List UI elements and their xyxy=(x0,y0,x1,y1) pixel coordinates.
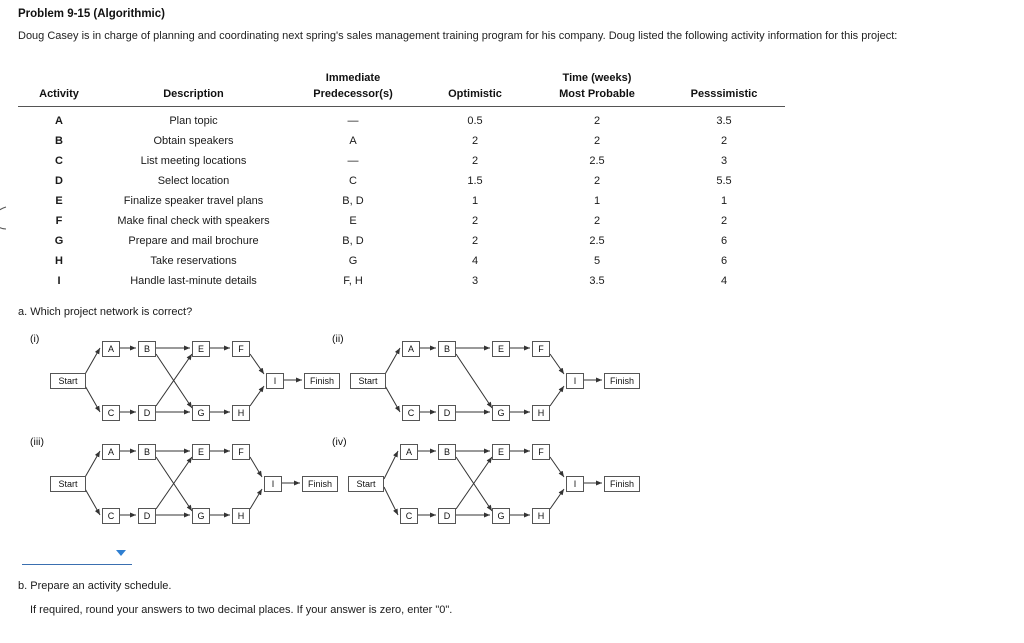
cell-most-probable: 2 xyxy=(593,115,601,127)
node-a: A xyxy=(102,341,120,357)
cell-pessimistic: 5.5 xyxy=(716,175,732,187)
table-row xyxy=(18,107,785,132)
th-group-time: Time (weeks) xyxy=(562,72,632,84)
table-row xyxy=(18,271,785,291)
network-edges-iv xyxy=(340,433,640,538)
node-a: A xyxy=(102,444,120,460)
cell-optimistic: 4 xyxy=(471,255,479,267)
node-g: G xyxy=(192,508,210,524)
cell-description: Handle last-minute details xyxy=(130,275,257,287)
node-e: E xyxy=(192,444,210,460)
node-b: B xyxy=(438,444,456,460)
cell-activity: F xyxy=(55,215,63,227)
node-start: Start xyxy=(50,476,86,492)
cell-activity: E xyxy=(55,195,63,207)
node-i: I xyxy=(264,476,282,492)
cell-optimistic: 0.5 xyxy=(467,115,483,127)
node-d: D xyxy=(438,508,456,524)
th-most-probable: Most Probable xyxy=(531,86,663,107)
node-start: Start xyxy=(348,476,384,492)
node-g: G xyxy=(492,405,510,421)
cell-predecessors: F, H xyxy=(343,275,363,287)
cell-activity: I xyxy=(57,275,61,287)
cell-optimistic: 2 xyxy=(471,235,479,247)
node-i: I xyxy=(566,373,584,389)
cell-most-probable: 3.5 xyxy=(589,275,605,287)
th-spacer-description xyxy=(100,70,287,86)
cell-predecessors: B, D xyxy=(342,195,364,207)
cell-predecessors: — xyxy=(347,115,359,127)
cell-pessimistic: 1 xyxy=(720,195,728,207)
node-g: G xyxy=(492,508,510,524)
cell-pessimistic: 6 xyxy=(720,255,728,267)
table-row xyxy=(18,151,785,171)
network-answer-select[interactable] xyxy=(22,545,132,565)
node-i: I xyxy=(566,476,584,492)
cell-most-probable: 2.5 xyxy=(589,155,605,167)
network-diagram-i[interactable] xyxy=(40,330,340,435)
cell-most-probable: 1 xyxy=(593,195,601,207)
node-h: H xyxy=(232,405,250,421)
network-label-iv: (iv) xyxy=(332,436,347,448)
activity-table-body xyxy=(18,107,785,292)
cell-activity: A xyxy=(55,115,63,127)
network-label-iii: (iii) xyxy=(30,436,44,448)
question-a-text: a. Which project network is correct? xyxy=(18,306,193,318)
node-i: I xyxy=(266,373,284,389)
node-h: H xyxy=(532,405,550,421)
network-label-i: (i) xyxy=(30,333,40,345)
node-h: H xyxy=(232,508,250,524)
network-diagram-ii[interactable] xyxy=(340,330,640,435)
network-diagram-iii[interactable] xyxy=(40,433,340,538)
node-start: Start xyxy=(350,373,386,389)
question-b-note: If required, round your answers to two decimal places. If your answer is zero, enter "0". xyxy=(30,604,453,616)
node-d: D xyxy=(138,405,156,421)
node-finish: Finish xyxy=(604,476,640,492)
cell-pessimistic: 2 xyxy=(720,215,728,227)
network-diagram-iv[interactable] xyxy=(340,433,640,538)
th-group-immediate: Immediate xyxy=(325,72,381,84)
node-c: C xyxy=(102,405,120,421)
node-b: B xyxy=(438,341,456,357)
problem-intro: Doug Casey is in charge of planning and coordinating next spring's sales management training program for his company. Doug listed the following activity information for this project: xyxy=(18,30,898,42)
cell-pessimistic: 2 xyxy=(720,135,728,147)
node-b: B xyxy=(138,444,156,460)
cell-description: Select location xyxy=(157,175,230,187)
cell-description: Finalize speaker travel plans xyxy=(123,195,264,207)
node-h: H xyxy=(532,508,550,524)
cell-description: Take reservations xyxy=(150,255,237,267)
node-d: D xyxy=(138,508,156,524)
cell-predecessors: C xyxy=(349,175,357,187)
node-f: F xyxy=(532,444,550,460)
th-spacer-pess xyxy=(663,70,785,86)
cell-activity: D xyxy=(55,175,63,187)
cell-optimistic: 3 xyxy=(471,275,479,287)
cell-description: Make final check with speakers xyxy=(117,215,270,227)
cell-activity: G xyxy=(54,235,64,247)
th-activity: Activity xyxy=(18,86,100,107)
node-g: G xyxy=(192,405,210,421)
th-pessimistic: Pesssimistic xyxy=(663,86,785,107)
node-e: E xyxy=(492,341,510,357)
cell-description: Plan topic xyxy=(169,115,218,127)
table-row xyxy=(18,171,785,191)
cell-predecessors: A xyxy=(349,135,357,147)
table-row xyxy=(18,211,785,231)
cell-pessimistic: 4 xyxy=(720,275,728,287)
node-e: E xyxy=(492,444,510,460)
cell-description: List meeting locations xyxy=(140,155,247,167)
th-optimistic: Optimistic xyxy=(419,86,531,107)
cell-pessimistic: 3.5 xyxy=(716,115,732,127)
node-finish: Finish xyxy=(304,373,340,389)
th-spacer-opt xyxy=(419,70,531,86)
node-f: F xyxy=(232,341,250,357)
cell-predecessors: — xyxy=(347,155,359,167)
page-title: Problem 9-15 (Algorithmic) xyxy=(18,8,165,20)
th-spacer-activity xyxy=(18,70,100,86)
node-f: F xyxy=(232,444,250,460)
cell-optimistic: 2 xyxy=(471,215,479,227)
node-b: B xyxy=(138,341,156,357)
node-c: C xyxy=(402,405,420,421)
cell-predecessors: E xyxy=(349,215,357,227)
cell-description: Prepare and mail brochure xyxy=(128,235,259,247)
question-b-text: b. Prepare an activity schedule. xyxy=(18,580,172,592)
table-row xyxy=(18,231,785,251)
th-description: Description xyxy=(100,86,287,107)
cell-optimistic: 1 xyxy=(471,195,479,207)
node-a: A xyxy=(400,444,418,460)
cell-description: Obtain speakers xyxy=(153,135,234,147)
cell-most-probable: 2.5 xyxy=(589,235,605,247)
cell-pessimistic: 6 xyxy=(720,235,728,247)
decorative-swirl-icon xyxy=(0,206,14,230)
cell-activity: H xyxy=(55,255,63,267)
cell-most-probable: 5 xyxy=(593,255,601,267)
cell-most-probable: 2 xyxy=(593,175,601,187)
cell-predecessors: G xyxy=(348,255,358,267)
cell-predecessors: B, D xyxy=(342,235,364,247)
cell-optimistic: 2 xyxy=(471,135,479,147)
node-start: Start xyxy=(50,373,86,389)
table-row xyxy=(18,131,785,151)
node-c: C xyxy=(400,508,418,524)
chevron-down-icon[interactable] xyxy=(116,550,126,556)
node-finish: Finish xyxy=(302,476,338,492)
cell-optimistic: 1.5 xyxy=(467,175,483,187)
node-d: D xyxy=(438,405,456,421)
cell-most-probable: 2 xyxy=(593,135,601,147)
activity-information-table xyxy=(18,70,785,291)
table-row xyxy=(18,191,785,211)
cell-most-probable: 2 xyxy=(593,215,601,227)
cell-activity: C xyxy=(55,155,63,167)
cell-optimistic: 2 xyxy=(471,155,479,167)
table-row xyxy=(18,251,785,271)
node-e: E xyxy=(192,341,210,357)
network-label-ii: (ii) xyxy=(332,333,344,345)
cell-pessimistic: 3 xyxy=(720,155,728,167)
node-c: C xyxy=(102,508,120,524)
cell-activity: B xyxy=(55,135,63,147)
node-f: F xyxy=(532,341,550,357)
node-a: A xyxy=(402,341,420,357)
th-predecessors: Predecessor(s) xyxy=(287,86,419,107)
node-finish: Finish xyxy=(604,373,640,389)
